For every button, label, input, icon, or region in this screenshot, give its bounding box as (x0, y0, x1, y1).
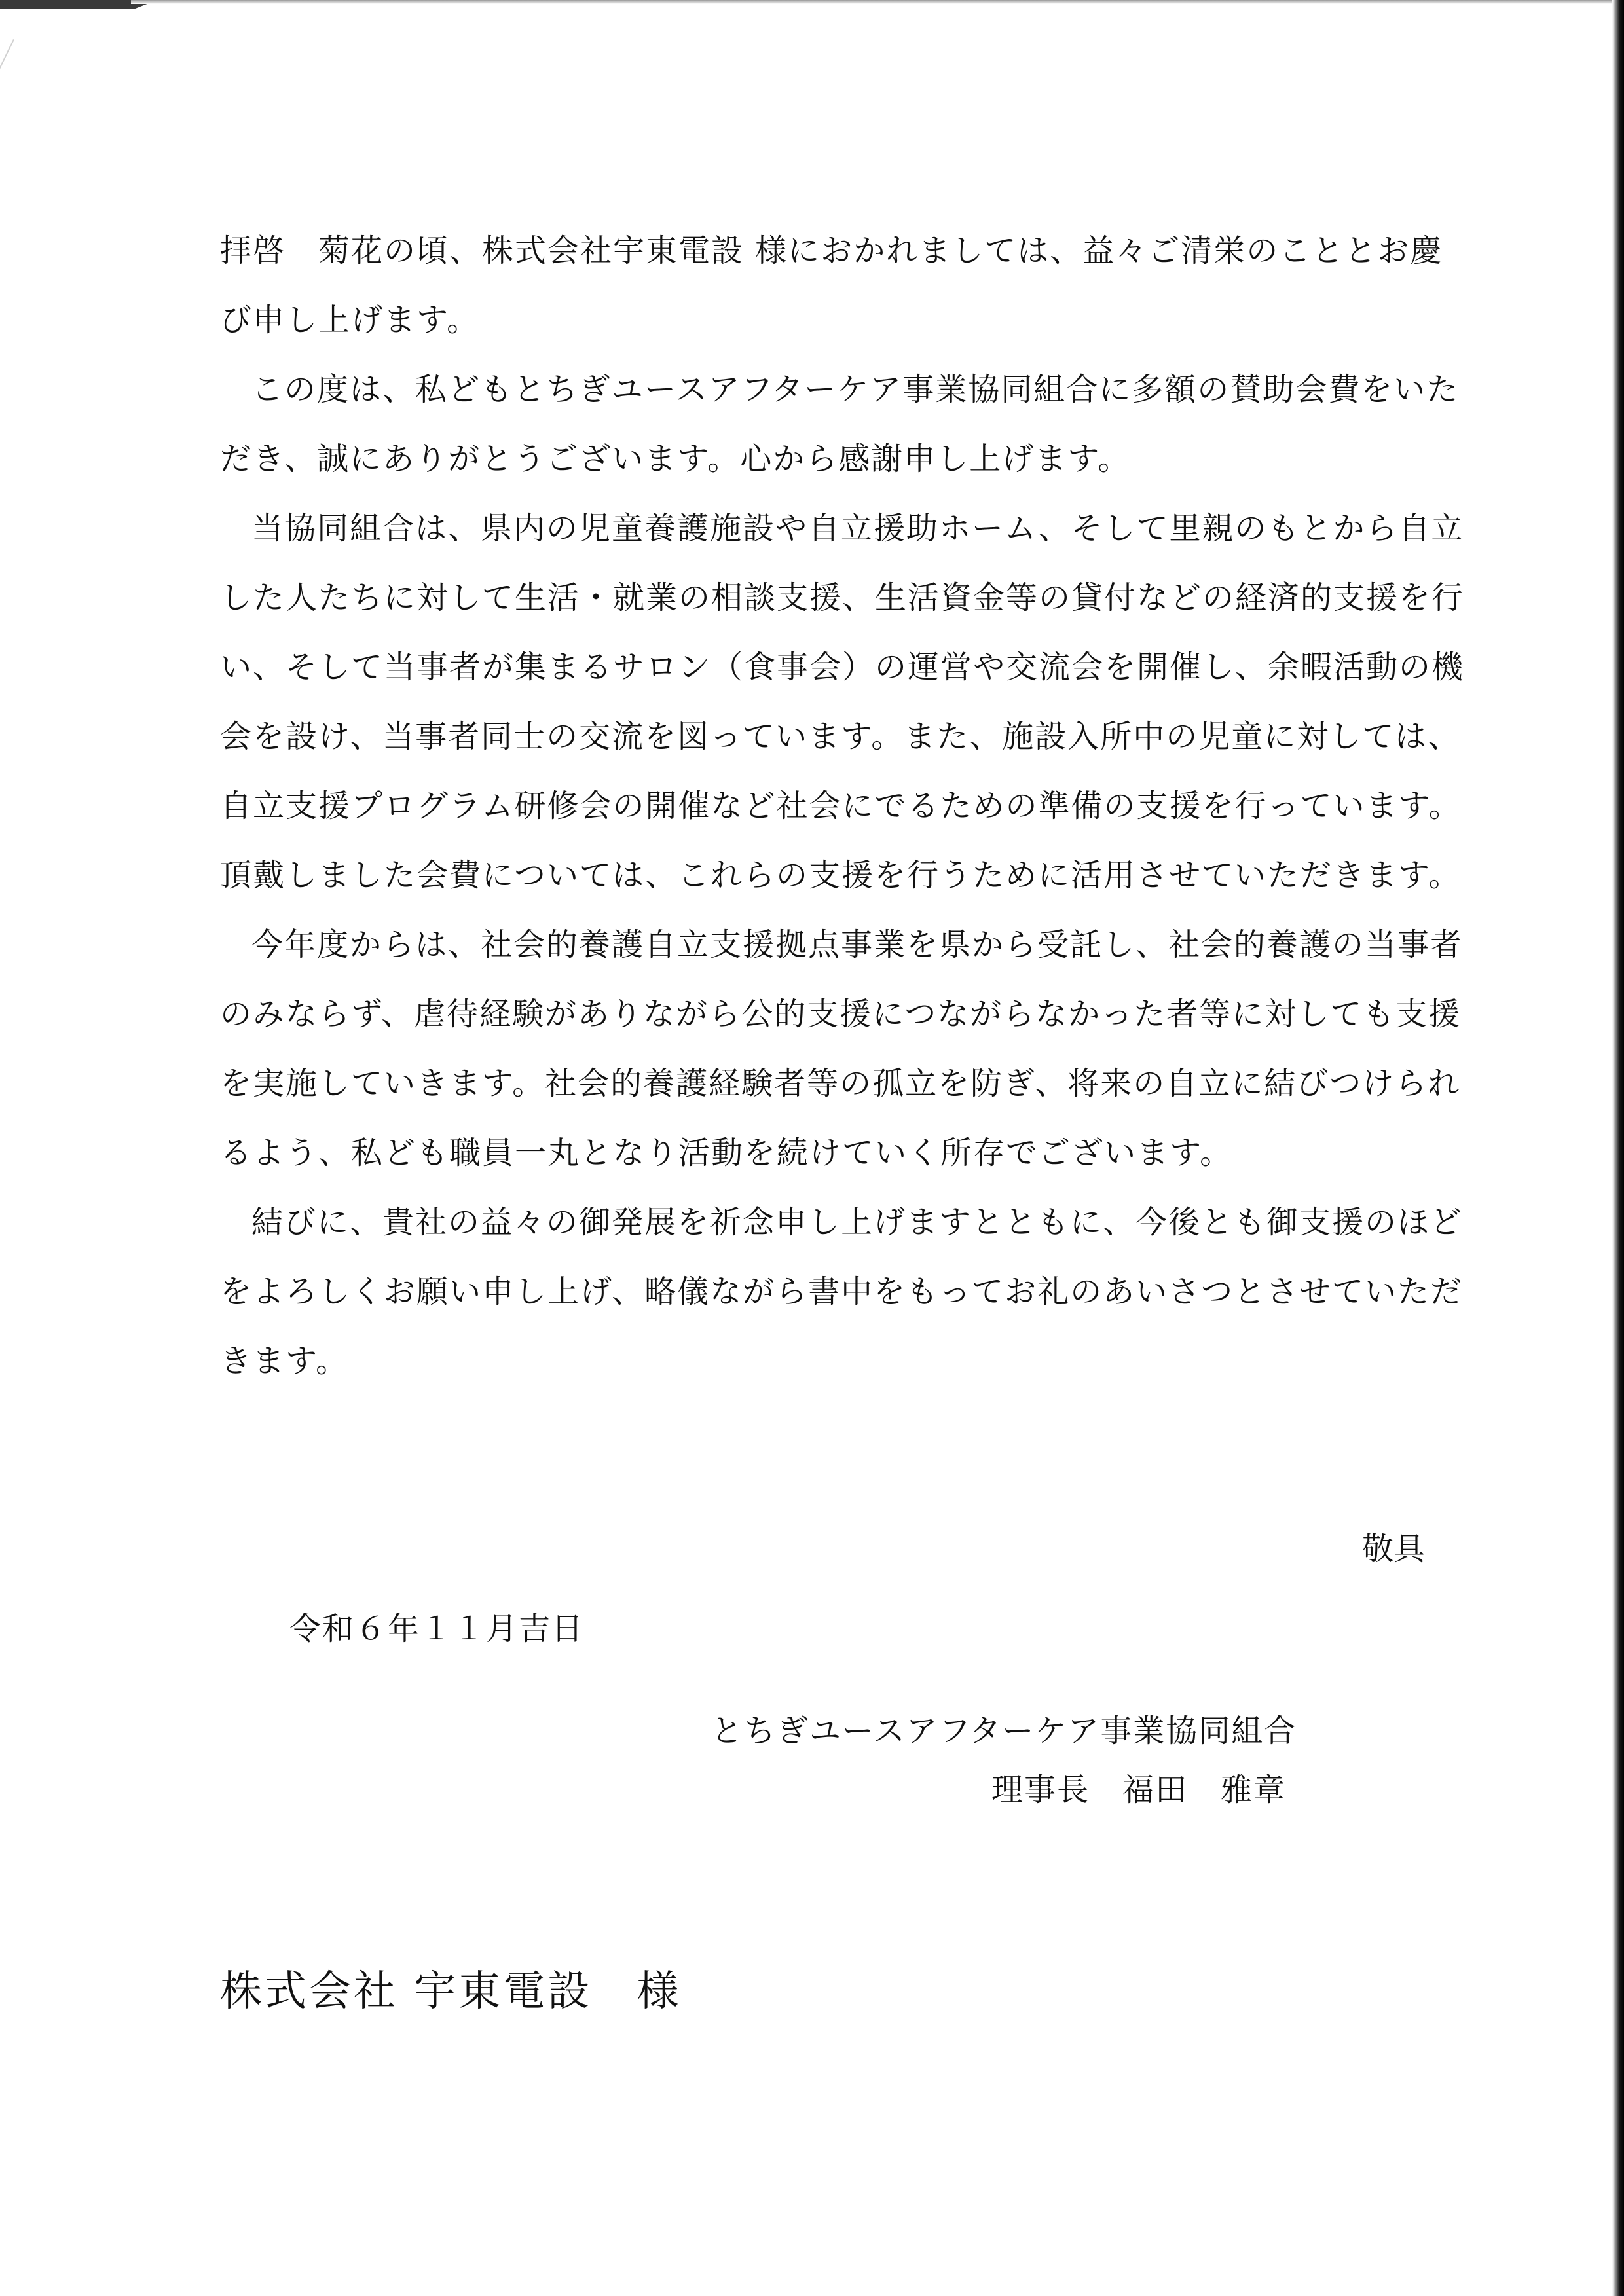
new-project-paragraph: 今年度からは、社会的養護自立支援拠点事業を県から受託し、社会的養護の当事者のみならず、虐待経験がありながら公的支援につながらなかった者等に対しても支援を実施していきます。社会的養護経験者等の孤立を防ぎ、将来の自立に結びつけられるよう、私ども職員一丸となり活動を続けていく所存でございます。 (220, 926, 1464, 1171)
letter-body (220, 216, 1464, 1396)
closing-word: 敬具 (1362, 1531, 1426, 1567)
sender-organization: とちぎユースアフターケア事業協同組合 (711, 1713, 1297, 1749)
sender-title-name: 理事長 福田 雅章 (991, 1772, 1287, 1808)
scan-top-edge (131, 0, 1624, 4)
scan-fold-line (0, 39, 14, 287)
scan-right-edge (1612, 0, 1624, 2296)
recipient-name: 株式会社 宇東電設 様 (220, 1967, 682, 2016)
greeting-paragraph: 拝啓 菊花の頃、株式会社宇東電設 様におかれましては、益々ご清栄のこととお慶び申し上げます。 (220, 232, 1443, 338)
closing-paragraph: 結びに、貴社の益々の御発展を祈念申し上げますとともに、今後とも御支援のほどをよろしくお願い申し上げ、略儀ながら書中をもってお礼のあいさつとさせていただきます。 (220, 1204, 1464, 1379)
letter-date: 令和６年１１月吉日 (289, 1611, 585, 1647)
thanks-paragraph: この度は、私どもとちぎユースアフターケア事業協同組合に多額の賛助会費をいただき、誠にありがとうございます。心から感謝申し上げます。 (220, 371, 1460, 477)
activities-paragraph: 当協同組合は、県内の児童養護施設や自立援助ホーム、そして里親のもとから自立した人たちに対して生活・就業の相談支援、生活資金等の貸付などの経済的支援を行い、そして当事者が集まるサロン（食事会）の運営や交流会を開催し、余暇活動の機会を設け、当事者同士の交流を図っています。また、施設入所中の児童に対しては、自立支援プログラム研修会の開催など社会にでるための準備の支援を行っています。頂戴しました会費については、これらの支援を行うために活用させていただきます。 (220, 510, 1465, 894)
